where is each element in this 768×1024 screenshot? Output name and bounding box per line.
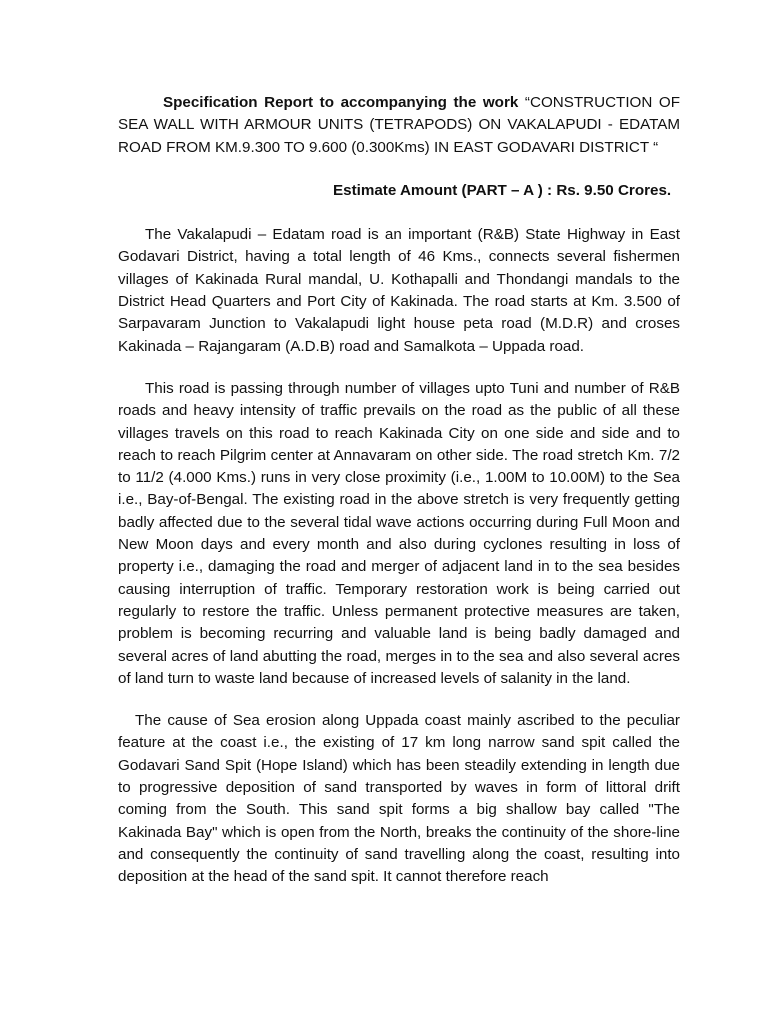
report-heading-lead: Specification Report to accompanying the work xyxy=(163,94,519,111)
estimate-amount: Estimate Amount (PART – A ) : Rs. 9.50 Crores. xyxy=(333,181,672,199)
document-body xyxy=(118,92,680,889)
paragraph-road-problem: This road is passing through number of villages upto Tuni and number of R&B roads and heavy intensity of traffic prevails on the road as the public of all these villages travels on this road to reach Kakinada City on one side and side and to reach to reach Pilgrim center at Annavaram on other side. The road stretch Km. 7/2 to 11/2 (4.000 Kms.) runs in very close proximity (i.e., 1.00M to 10.00M) to the Sea i.e., Bay-of-Bengal. The existing road in the above stretch is very frequently getting badly affected due to the several tidal wave actions occurring during Full Moon and New Moon days and every month and also during cyclones resulting in loss of property i.e., damaging the road and merger of adjacent land in to the sea besides causing interruption of traffic. Temporary restoration work is being carried out regularly to restore the traffic. Unless permanent protective measures are taken, problem is becoming recurring and valuable land is being badly damaged and several acres of land abutting the road, merges in to the sea and also several acres of land turn to waste land because of increased levels of salanity in the land. xyxy=(118,379,680,687)
paragraph-erosion-cause: The cause of Sea erosion along Uppada coast mainly ascribed to the peculiar feature at the coast i.e., the existing of 17 km long narrow sand spit called the Godavari Sand Spit (Hope Island) which has been steadily extending in length due to progressive deposition of sand transported by waves in form of littoral drift coming from the South. This sand spit forms a big shallow bay called "The Kakinada Bay" which is open from the North, breaks the continuity of the shore-line and consequently the continuity of sand travelling along the coast, resulting into deposition at the head of the sand spit. It cannot therefore reach xyxy=(118,712,680,886)
paragraph-road-description: The Vakalapudi – Edatam road is an important (R&B) State Highway in East Godavari District, having a total length of 46 Kms., connects several fishermen villages of Kakinada Rural mandal, U. Kothapalli and Thondangi mandals to the District Head Quarters and Port City of Kakinada. The road starts at Km. 3.500 of Sarpavaram Junction to Vakalapudi light house peta road (M.D.R) and croses Kakinada – Rajangaram (A.D.B) road and Samalkota – Uppada road. xyxy=(118,226,680,355)
report-heading-work-title: “CONSTRUCTION OF SEA WALL WITH ARMOUR UNITS (TETRAPODS) ON VAKALAPUDI - EDATAM ROAD FROM KM.9.300 TO 9.600 (0.300Kms) IN EAST GODAVARI DISTRICT “ xyxy=(118,94,680,156)
report-heading xyxy=(118,92,680,159)
